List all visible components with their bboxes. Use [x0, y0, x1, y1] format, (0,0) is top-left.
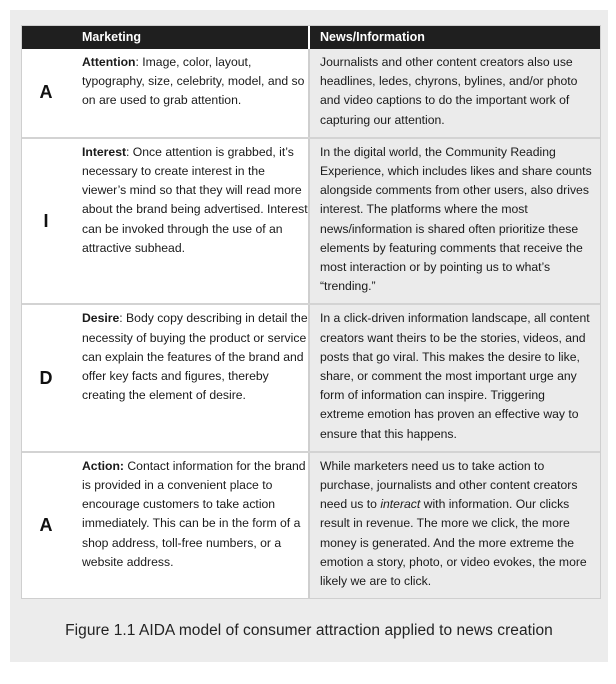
row-letter: A: [39, 514, 53, 535]
marketing-cell: [70, 305, 310, 450]
header-marketing: Marketing: [70, 26, 310, 49]
news-text: In a click-driven information landscape, all content creators want theirs to be the stories, videos, and posts that go viral. This makes the desire to like, share, or comment the most important urge any form of information can inspire. Triggering extreme emotion has proven an effective way to ensure that this happens.: [320, 311, 590, 441]
news-cell: [310, 453, 600, 598]
news-text-after: with information. Our clicks result in revenue. The more we click, the more money is generated. And the more extreme the emotion a story, photo, or video evokes, the more likely we are to click.: [320, 497, 587, 589]
table-header: [22, 26, 600, 49]
news-text-emphasis: interact: [380, 497, 421, 512]
marketing-text: : Image, color, layout, typography, size, celebrity, model, and so on are used to grab attention.: [82, 55, 305, 108]
table-row-action: [22, 451, 600, 598]
marketing-term: Action:: [82, 458, 124, 473]
marketing-text: : Body copy describing in detail the necessity of buying the product or service can explain the features of the brand and offer key facts and figures, thereby creating the element of desire.: [82, 311, 308, 403]
table-row-desire: [22, 303, 600, 450]
row-letter: D: [39, 367, 53, 388]
header-letter-cell: [22, 26, 70, 49]
row-letter: I: [43, 210, 49, 231]
marketing-cell: [70, 49, 310, 137]
news-text: In the digital world, the Community Reading Experience, which includes likes and share counts alongside comments from other users, also drives interest. The platforms where the most news/information is shared often prioritize these elements by featuring comments that receive the most interaction or by pointing us to what’s “trending.”: [320, 144, 592, 294]
table-row-attention: [22, 49, 600, 137]
marketing-cell: [70, 453, 310, 598]
figure-container: [10, 10, 608, 662]
news-cell: [310, 305, 600, 450]
news-cell: [310, 49, 600, 137]
figure-caption: Figure 1.1 AIDA model of consumer attraction applied to news creation: [65, 622, 553, 639]
header-news: News/Information: [320, 30, 425, 44]
marketing-term: Desire: [82, 311, 120, 326]
marketing-term: Interest: [82, 144, 127, 159]
marketing-text: Contact information for the brand is provided in a convenient place to encourage customers to take action immediately. This can be in the form of a shop address, toll-free numbers, or a website address.: [82, 458, 306, 569]
table-row-interest: [22, 137, 600, 304]
marketing-cell: [70, 139, 310, 304]
aida-table: [21, 25, 601, 599]
news-text-before: While marketers need us to take action to purchase, journalists and other content creators need us to: [320, 458, 578, 512]
news-text: Journalists and other content creators also use headlines, ledes, chyrons, bylines, and/or photo and video captions to do the important work of capturing our attention.: [320, 55, 578, 127]
news-cell: [310, 139, 600, 304]
row-letter: A: [39, 82, 53, 103]
marketing-term: Attention: [82, 55, 136, 69]
marketing-text: : Once attention is grabbed, it’s necessary to create interest in the viewer’s mind so that they will read more about the brand being advertised. Interest can be invoked through the use of an attractive subhead.: [82, 144, 308, 255]
